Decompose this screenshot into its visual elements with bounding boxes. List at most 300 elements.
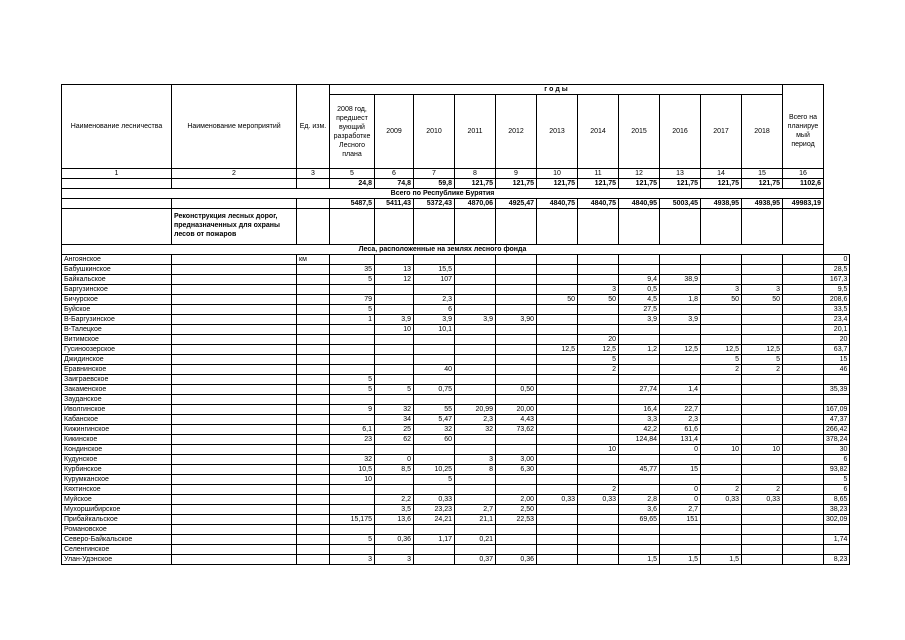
year-value [660,475,701,485]
row-total: 5 [824,475,850,485]
year-value: 23,23 [414,505,455,515]
forestry-name: Кижингинское [62,425,172,435]
year-value [701,435,742,445]
year-value [783,255,824,265]
year-value [742,395,783,405]
year-value [701,515,742,525]
year-value: 50 [537,295,578,305]
year-value: 0,33 [742,495,783,505]
year-value [742,275,783,285]
year-value: 2 [742,365,783,375]
summary-value: 121,75 [660,179,701,189]
forestry-name: Гусиноозерское [62,345,172,355]
year-value [496,525,537,535]
row-total: 167,3 [824,275,850,285]
activity-cell [172,415,297,425]
unit-cell [297,325,330,335]
year-value [783,325,824,335]
year-value: 13 [375,265,414,275]
republic-value: 5003,45 [660,199,701,209]
unit-cell [297,385,330,395]
year-value: 50 [578,295,619,305]
column-header-year: 2010 [414,95,455,169]
year-value [455,395,496,405]
unit-cell [297,485,330,495]
table-row [62,465,850,475]
year-value [455,475,496,485]
year-value [578,275,619,285]
table-row [62,385,850,395]
unit-cell [297,295,330,305]
table-row [62,415,850,425]
year-value: 1,8 [660,295,701,305]
year-value [783,385,824,395]
column-number: 13 [660,169,701,179]
year-value: 21,1 [455,515,496,525]
year-value [578,465,619,475]
year-value: 0,36 [496,555,537,565]
year-value [496,355,537,365]
year-value [578,535,619,545]
summary-value: 1102,6 [783,179,824,189]
year-value [496,325,537,335]
column-header-year: 2018 [742,95,783,169]
year-value [619,445,660,455]
column-numbers-row [62,169,850,179]
year-value: 32 [375,405,414,415]
table-row [62,445,850,455]
year-value [537,325,578,335]
year-value: 23 [330,435,375,445]
year-value [537,365,578,375]
year-value [742,475,783,485]
year-value [619,365,660,375]
year-value [701,265,742,275]
table-row [62,335,850,345]
year-value [660,265,701,275]
year-value [742,555,783,565]
empty-cell [455,209,496,245]
year-value [537,455,578,465]
republic-value: 49983,19 [783,199,824,209]
empty-cell [496,209,537,245]
year-value [578,265,619,275]
year-value: 12,5 [701,345,742,355]
year-value: 124,84 [619,435,660,445]
year-value: 3,00 [496,455,537,465]
year-value: 10 [742,445,783,455]
year-value [537,475,578,485]
year-value [455,255,496,265]
year-value [619,355,660,365]
year-value [330,335,375,345]
column-header-year: 2011 [455,95,496,169]
column-header-year: 2016 [660,95,701,169]
year-value: 6,30 [496,465,537,475]
year-value [330,525,375,535]
forestry-name: Кяхтинское [62,485,172,495]
year-value [375,305,414,315]
year-value [660,545,701,555]
empty-cell [783,209,824,245]
year-value: 3,5 [375,505,414,515]
forestry-name: Зауданское [62,395,172,405]
year-value [414,355,455,365]
year-value: 1,5 [619,555,660,565]
unit-cell [297,465,330,475]
year-value: 32 [414,425,455,435]
year-value [660,525,701,535]
year-value [742,255,783,265]
year-value: 4,5 [619,295,660,305]
activity-cell [172,305,297,315]
year-value [783,445,824,455]
column-header-year: 2017 [701,95,742,169]
column-header-year: 2013 [537,95,578,169]
year-value: 55 [414,405,455,415]
row-total: 302,09 [824,515,850,525]
year-value: 32 [330,455,375,465]
year-value [660,395,701,405]
year-value: 73,62 [496,425,537,435]
year-value: 2,7 [660,505,701,515]
year-value: 1 [330,315,375,325]
column-number: 12 [619,169,660,179]
summary-value: 121,75 [455,179,496,189]
year-value [375,255,414,265]
table-row [62,315,850,325]
year-value: 32 [455,425,496,435]
unit-cell [297,445,330,455]
column-number: 10 [537,169,578,179]
year-value [701,455,742,465]
year-value [619,525,660,535]
year-value [578,515,619,525]
year-value [742,305,783,315]
year-value [330,345,375,355]
year-value: 10,1 [414,325,455,335]
year-value [496,305,537,315]
row-total: 6 [824,485,850,495]
table-row [62,345,850,355]
year-value [701,255,742,265]
year-value [783,475,824,485]
empty-cell [578,209,619,245]
year-value: 0 [660,495,701,505]
year-value [537,305,578,315]
year-value [619,255,660,265]
year-value: 2,3 [414,295,455,305]
year-value [660,455,701,465]
year-value: 3 [375,555,414,565]
year-value [330,545,375,555]
summary-row [62,179,850,189]
year-value [455,275,496,285]
year-value: 35 [330,265,375,275]
year-value: 69,65 [619,515,660,525]
table-row [62,515,850,525]
table-row [62,405,850,415]
year-value [660,325,701,335]
year-value: 3 [578,285,619,295]
forestry-name: Прибайкальское [62,515,172,525]
year-value [496,295,537,305]
year-value [537,505,578,515]
year-value: 9 [330,405,375,415]
year-value [783,435,824,445]
year-value: 12 [375,275,414,285]
year-value [660,535,701,545]
table-row [62,505,850,515]
year-value: 61,6 [660,425,701,435]
year-value [783,455,824,465]
year-value [537,555,578,565]
year-value [701,385,742,395]
year-value [414,445,455,455]
year-value [578,425,619,435]
forestry-name: Ангоянское [62,255,172,265]
year-value [619,545,660,555]
year-value: 3,9 [375,315,414,325]
year-value: 0,33 [701,495,742,505]
table-row [62,525,850,535]
summary-value: 74,8 [375,179,414,189]
column-number: 2 [172,169,297,179]
year-value: 0,50 [496,385,537,395]
year-value [496,285,537,295]
column-number: 6 [375,169,414,179]
year-value [330,255,375,265]
forestry-name: Джидинское [62,355,172,365]
year-value [414,255,455,265]
year-value: 34 [375,415,414,425]
year-value [660,305,701,315]
year-value: 0 [660,445,701,455]
year-value: 0 [375,455,414,465]
year-value [783,485,824,495]
year-value [375,285,414,295]
year-value [660,255,701,265]
year-value: 5 [375,385,414,395]
year-value: 1,2 [619,345,660,355]
table-row [62,545,850,555]
summary-value: 121,75 [619,179,660,189]
year-value [496,365,537,375]
forestry-name: Селенгинское [62,545,172,555]
year-value [783,345,824,355]
year-value [742,335,783,345]
year-value [455,355,496,365]
year-value [455,285,496,295]
summary-value: 121,75 [537,179,578,189]
year-value: 20 [578,335,619,345]
activity-cell [172,285,297,295]
year-value: 0 [660,485,701,495]
year-value: 5,47 [414,415,455,425]
year-value [330,445,375,455]
year-value: 50 [742,295,783,305]
year-value: 0,33 [537,495,578,505]
year-value: 3 [742,285,783,295]
year-value: 1,5 [660,555,701,565]
forestry-name: Баргузинское [62,285,172,295]
forestry-name: Кудунское [62,455,172,465]
year-value: 2,3 [660,415,701,425]
year-value [414,555,455,565]
year-value [619,265,660,275]
year-value [455,305,496,315]
column-number: 7 [414,169,455,179]
year-value [783,465,824,475]
year-value [619,335,660,345]
activity-cell [172,475,297,485]
year-value [375,345,414,355]
republic-value: 5372,43 [414,199,455,209]
year-value [701,375,742,385]
column-header-2008: 2008 год, предшест вующий разработке Лесного плана [330,95,375,169]
year-value: 60 [414,435,455,445]
year-value [619,325,660,335]
year-value: 5 [330,385,375,395]
year-value [537,535,578,545]
year-value: 8,5 [375,465,414,475]
activity-cell [172,535,297,545]
forestry-name: Муйское [62,495,172,505]
republic-value: 4938,95 [701,199,742,209]
year-value: 2,8 [619,495,660,505]
year-value [701,275,742,285]
column-header-year: 2014 [578,95,619,169]
column-header-forestry: Наименование лесничества [62,85,172,169]
year-value [414,525,455,535]
year-value: 15,175 [330,515,375,525]
row-total: 8,65 [824,495,850,505]
year-value: 15,5 [414,265,455,275]
row-total: 28,5 [824,265,850,275]
year-value [414,345,455,355]
unit-cell [297,425,330,435]
forestry-name: Кабанское [62,415,172,425]
table-row [62,305,850,315]
year-value: 40 [414,365,455,375]
unit-cell [297,305,330,315]
unit-cell [297,515,330,525]
year-value: 3,6 [619,505,660,515]
republic-value: 5487,5 [330,199,375,209]
year-value: 12,5 [537,345,578,355]
row-total: 6 [824,455,850,465]
years-header: г о д ы [330,85,783,95]
row-total: 208,6 [824,295,850,305]
table-row [62,455,850,465]
year-value [742,385,783,395]
unit-cell: км [297,255,330,265]
year-value [701,525,742,535]
year-value [742,535,783,545]
activity-cell [172,275,297,285]
year-value: 1,17 [414,535,455,545]
year-value [783,265,824,275]
year-value: 107 [414,275,455,285]
empty-cell [742,209,783,245]
year-value [375,295,414,305]
year-value: 10 [701,445,742,455]
activity-cell [172,555,297,565]
forestry-name: Улан-Удэнское [62,555,172,565]
year-value: 3,9 [414,315,455,325]
row-total [824,545,850,555]
republic-total-row [62,199,850,209]
year-value [578,505,619,515]
year-value: 24,21 [414,515,455,525]
year-value [660,355,701,365]
year-value [414,545,455,555]
activity-cell [172,485,297,495]
year-value [375,545,414,555]
empty-cell [660,209,701,245]
year-value [742,545,783,555]
year-value [783,405,824,415]
year-value [537,275,578,285]
forestry-name: Буйское [62,305,172,315]
year-value [375,485,414,495]
year-value: 3,9 [660,315,701,325]
year-value: 3,9 [455,315,496,325]
year-value [578,385,619,395]
unit-cell [297,275,330,285]
table-row [62,425,850,435]
year-value: 38,9 [660,275,701,285]
year-value: 10 [578,445,619,455]
year-value [330,365,375,375]
year-value [455,545,496,555]
year-value [783,335,824,345]
row-total [824,525,850,535]
year-value [660,375,701,385]
unit-cell [297,545,330,555]
row-total: 38,23 [824,505,850,515]
year-value [496,275,537,285]
year-value [783,425,824,435]
activity-cell [172,445,297,455]
year-value [783,525,824,535]
table-row [62,435,850,445]
column-header-year: 2012 [496,95,537,169]
year-value: 2,50 [496,505,537,515]
year-value [455,345,496,355]
year-value [660,365,701,375]
year-value [414,285,455,295]
year-value: 131,4 [660,435,701,445]
unit-cell [297,355,330,365]
year-value: 10 [330,475,375,485]
year-value [701,465,742,475]
column-number: 3 [297,169,330,179]
year-value [455,385,496,395]
year-value: 2 [701,365,742,375]
forestry-name: Еравнинское [62,365,172,375]
year-value: 27,74 [619,385,660,395]
year-value [414,375,455,385]
column-number: 5 [330,169,375,179]
year-value: 0,36 [375,535,414,545]
year-value [701,325,742,335]
unit-cell [297,495,330,505]
row-total: 30 [824,445,850,455]
year-value: 5 [414,475,455,485]
year-value: 20,99 [455,405,496,415]
year-value [578,255,619,265]
